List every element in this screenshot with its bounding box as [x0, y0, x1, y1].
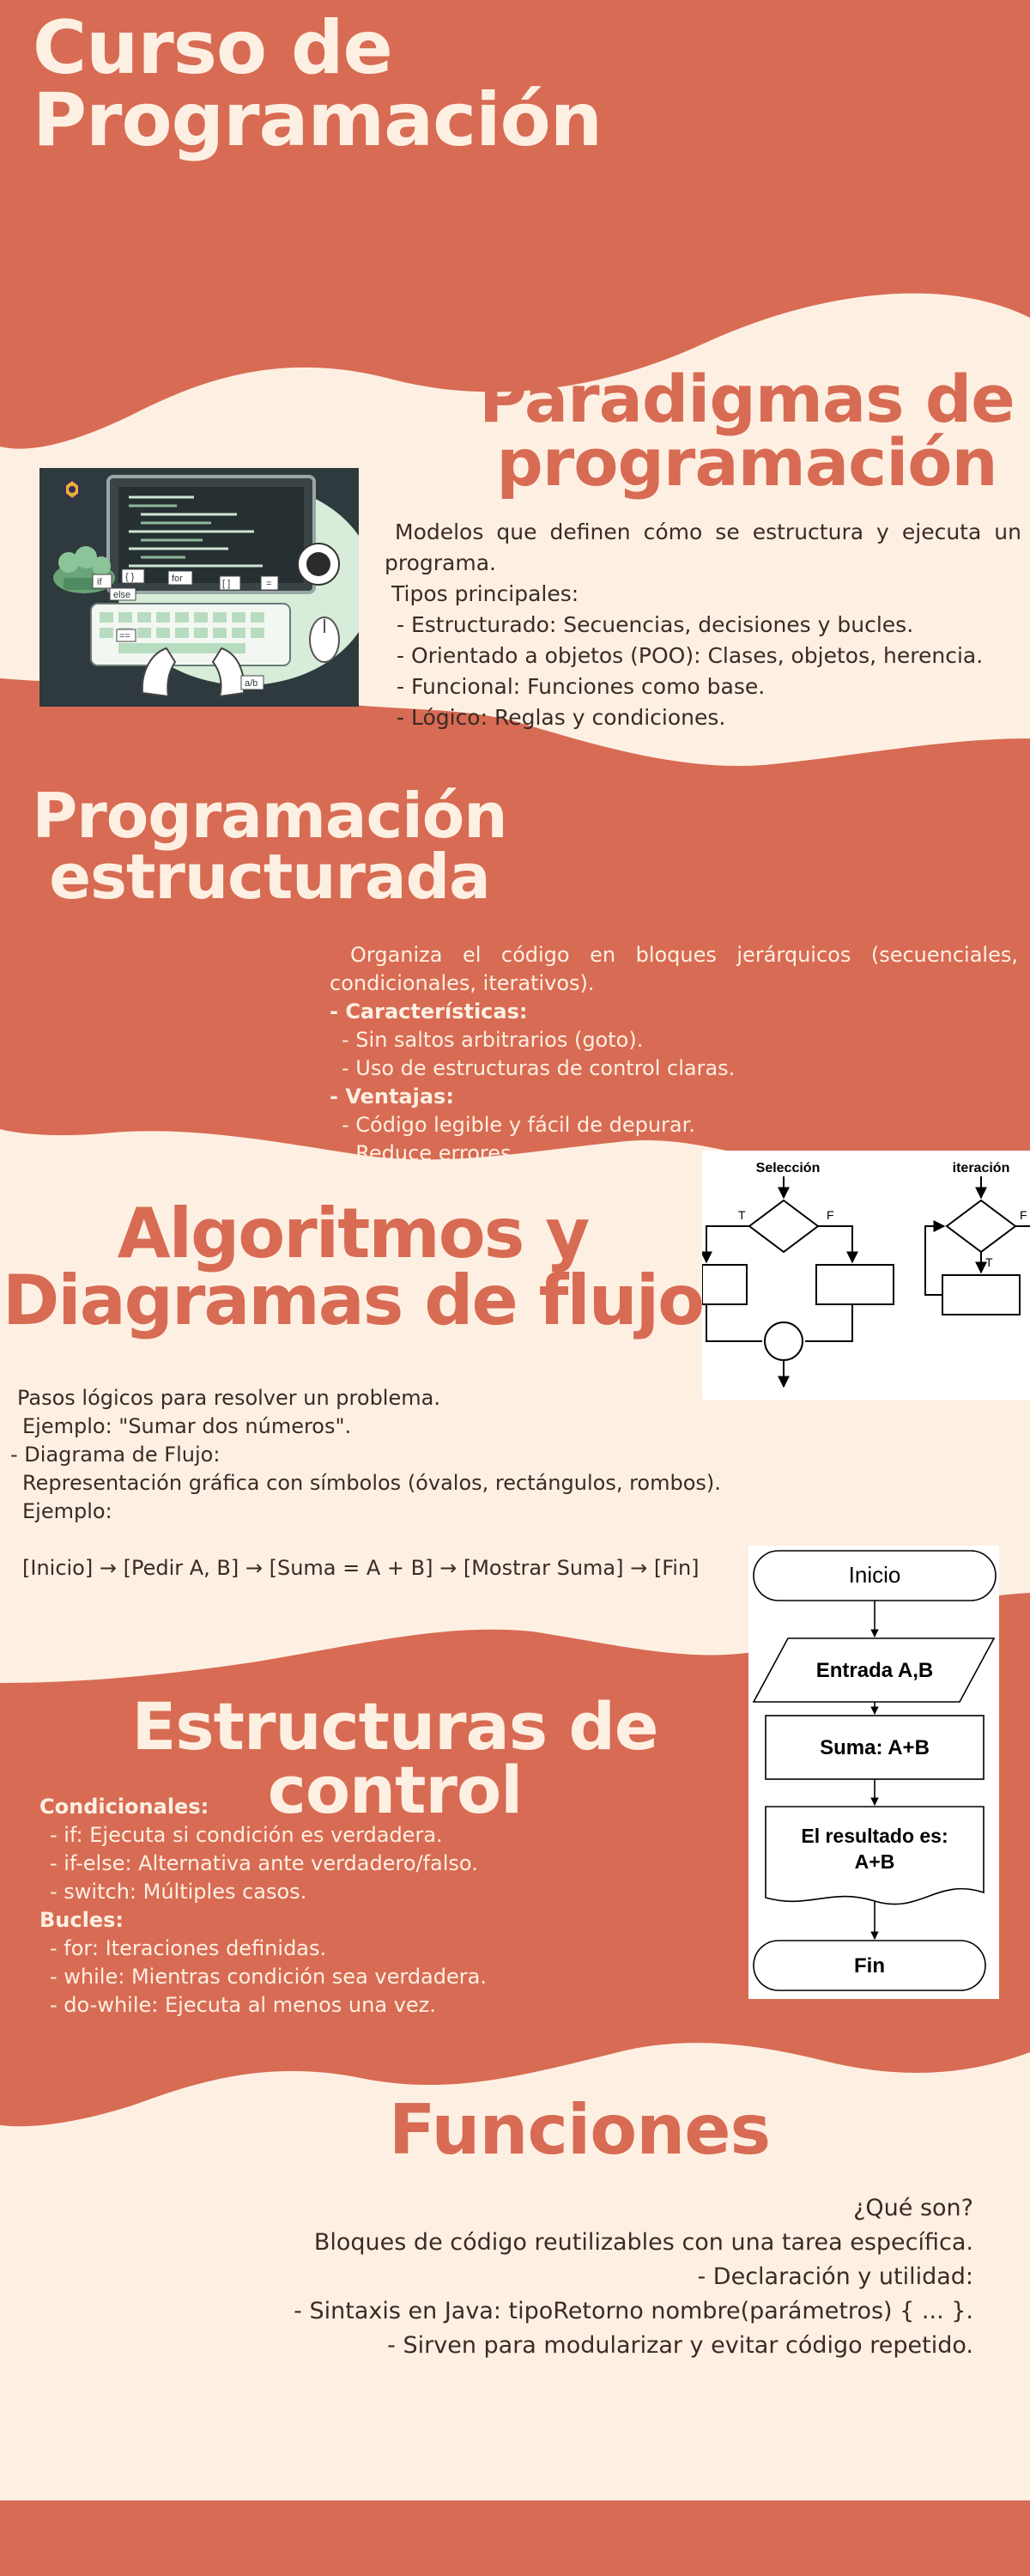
- selection-true-label: T: [738, 1208, 746, 1222]
- algorithms-sequence: [Inicio] → [Pedir A, B] → [Suma = A + B] → [Mostrar Suma] → [Fin]: [22, 1556, 700, 1580]
- structured-title: [12, 780, 527, 913]
- control-loop: - do-while: Ejecuta al menos una vez.: [50, 1993, 436, 2017]
- logo-icon: [65, 480, 79, 499]
- page-header: [33, 5, 602, 164]
- paradigms-title-line-2: programación: [496, 424, 997, 501]
- control-conditional: - if-else: Alternativa ante verdadero/falso.: [50, 1851, 478, 1875]
- control-body: [39, 1793, 640, 2020]
- flowchart-start-label: Inicio: [848, 1562, 901, 1588]
- algorithms-spacer: [10, 1526, 697, 1554]
- algorithms-line: - Diagrama de Flujo:: [10, 1443, 221, 1467]
- flowchart-process-label: Suma: A+B: [820, 1736, 930, 1759]
- key-equals: =: [266, 579, 272, 589]
- iteration-true-label: T: [985, 1255, 993, 1269]
- key-brace: { }: [125, 572, 135, 582]
- iteration-label: iteración: [952, 1161, 1010, 1176]
- control-title-line-1: Estructuras de: [131, 1688, 658, 1765]
- selection-false-label: F: [827, 1208, 834, 1222]
- coding-illustration: [39, 468, 359, 707]
- control-loop: - for: Iteraciones definidas.: [50, 1936, 327, 1960]
- paradigms-item: - Orientado a objetos (POO): Clases, objetos, herencia.: [397, 643, 984, 668]
- structured-intro: Organiza el código en bloques jerárquicos (secuenciales, condicionales, iterativos).: [330, 943, 1018, 995]
- functions-line: - Sintaxis en Java: tipoRetorno nombre(parámetros) { ... }.: [294, 2298, 973, 2324]
- algorithms-body: [10, 1384, 721, 1583]
- structured-title-line-2: estructurada: [49, 840, 490, 913]
- algorithms-title-line-1: Algoritmos y: [117, 1194, 589, 1273]
- page-title-line-1: Curso de: [33, 5, 392, 91]
- functions-line: Bloques de código reutilizables con una tarea específica.: [313, 2229, 973, 2256]
- structured-title-line-1: Programación: [32, 780, 507, 852]
- selection-label: Selección: [755, 1161, 821, 1176]
- paradigms-intro: Modelos que definen cómo se estructura y ejecuta un programa.: [385, 519, 1021, 575]
- structured-advantages-label: - Ventajas:: [330, 1084, 454, 1109]
- paradigms-types-label: Tipos principales:: [391, 581, 579, 606]
- key-if: if: [97, 577, 102, 587]
- page-title-line-2: Programación: [33, 77, 602, 164]
- page-title: [33, 5, 602, 164]
- footer-band: [0, 2500, 1030, 2576]
- algorithms-line: Pasos lógicos para resolver un problema.: [17, 1386, 440, 1410]
- structured-advantage: - Reduce errores.: [342, 1141, 518, 1165]
- structured-advantage: - Código legible y fácil de depurar.: [342, 1113, 695, 1137]
- functions-line: - Declaración y utilidad:: [697, 2263, 973, 2290]
- functions-line: - Sirven para modularizar y evitar código repetido.: [387, 2332, 973, 2359]
- flowchart-output-label-line-1: El resultado es:: [801, 1825, 948, 1847]
- control-loops-label: Bucles:: [39, 1908, 124, 1932]
- structured-feature: - Sin saltos arbitrarios (goto).: [342, 1028, 644, 1052]
- functions-line: ¿Qué son?: [853, 2195, 973, 2221]
- flowchart-end-label: Fin: [854, 1954, 885, 1978]
- control-title-line-2: control: [267, 1752, 523, 1829]
- key-bracket: [ ]: [222, 579, 231, 589]
- paradigms-item: - Funcional: Funciones como base.: [397, 674, 766, 699]
- functions-title-text: Funciones: [388, 2090, 771, 2170]
- flowchart-card: [748, 1546, 999, 1999]
- iteration-false-label: F: [1020, 1208, 1027, 1222]
- key-for: for: [172, 574, 183, 584]
- paradigms-title-line-1: Paradigmas de: [479, 361, 1015, 437]
- algorithms-title: [0, 1194, 706, 1341]
- flow-structures-card: [702, 1151, 1030, 1400]
- algorithms-title-line-2: Diagramas de flujo: [2, 1261, 704, 1341]
- structured-feature: - Uso de estructuras de control claras.: [342, 1056, 736, 1080]
- structured-body: [330, 941, 1018, 1168]
- algorithms-line: Representación gráfica con símbolos (óvalos, rectángulos, rombos).: [22, 1471, 721, 1495]
- functions-body: [154, 2191, 973, 2363]
- key-ab: a/b: [245, 678, 258, 689]
- coffee-cup-icon: [298, 544, 339, 585]
- control-loop: - while: Mientras condición sea verdadera.: [50, 1965, 487, 1989]
- key-else: else: [113, 590, 131, 600]
- control-conditionals-label: Condicionales:: [39, 1795, 209, 1819]
- flowchart-input-label: Entrada A,B: [815, 1659, 934, 1682]
- functions-title: [300, 2090, 858, 2170]
- mouse-icon: [310, 617, 339, 662]
- algorithms-line: Ejemplo:: [22, 1499, 112, 1523]
- paradigms-title: [468, 361, 1026, 501]
- control-conditional: - switch: Múltiples casos.: [50, 1880, 307, 1904]
- structured-features-label: - Características:: [330, 999, 528, 1024]
- flow-structures-diagram: [702, 1151, 1030, 1400]
- algorithms-line: Ejemplo: "Sumar dos números".: [22, 1414, 352, 1438]
- key-eq: ==: [119, 631, 130, 641]
- paradigms-item: - Estructurado: Secuencias, decisiones y bucles.: [397, 612, 914, 637]
- flowchart-output-label-line-2: A+B: [854, 1850, 895, 1873]
- control-conditional: - if: Ejecuta si condición es verdadera.: [50, 1823, 443, 1847]
- flowchart-diagram: [748, 1546, 999, 1999]
- paradigms-body: [385, 517, 1021, 733]
- paradigms-item: - Lógico: Reglas y condiciones.: [397, 705, 726, 730]
